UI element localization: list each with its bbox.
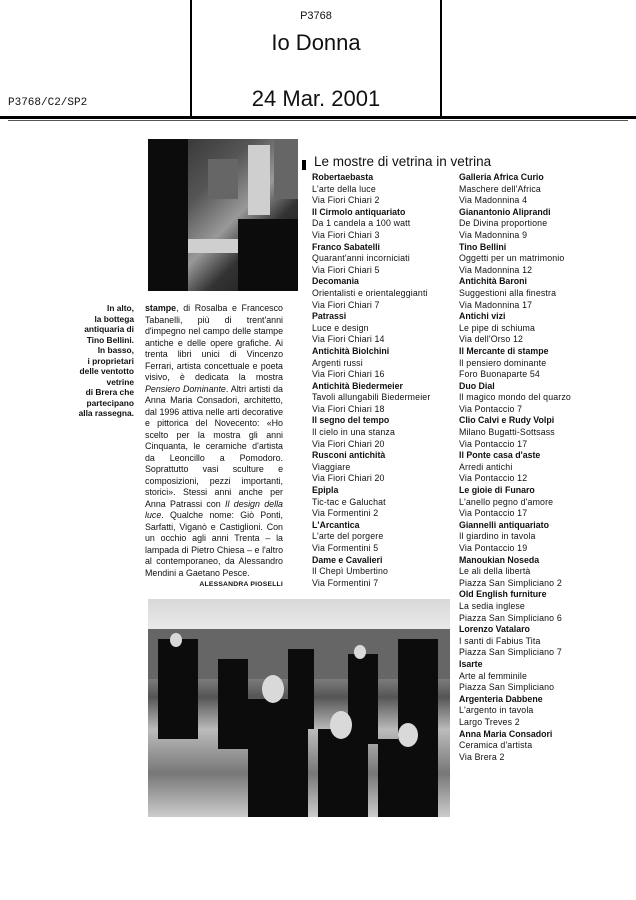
shop-entry: Tino Bellini Oggetti per un matrimonio Via Madonnina 12: [459, 241, 565, 275]
shop-list-column-1: [312, 172, 430, 589]
shop-entry: Il segno del tempo Il cielo in una stanza Via Fiori Chiari 20: [312, 415, 396, 449]
shop-entry: Antichità Biedermeier Tavoli allungabili Biedermeier Via Fiori Chiari 18: [312, 380, 431, 414]
shop-list-column-2: [459, 172, 571, 763]
shop-entry: Old English furniture La sedia inglese Piazza San Simpliciano 6: [459, 589, 562, 623]
shop-entry: Galleria Africa Curio Maschere dell'Africa Via Madonnina 4: [459, 172, 544, 206]
shop-entry: L'Arcantica L'arte del porgere Via Formentini 5: [312, 519, 384, 553]
article-text: stampe, di Rosalba e Francesco Tabanelli, più di trent'anni d'impegno nel campo delle stampe antiche e delle opere grafiche. Ai trenta libri unici di Vincenzo Ferrari, artista concettuale e poeta visivo, è dedicata la mostra Pensiero Dominante. Altri artisti da Anna Maria Consadori, architetto, dal 1996 attiva nelle arti decorative e pittorica del Novecento: «Ho scelto per la mostra gli anni Cinquanta, le ceramiche d'artista da Leoncillo a Pomodoro. Soprattutto vasi sculture e composizioni, pezzi importanti, storici». Stessi anni anche per Anna Patrassi con Il design della luce. Qualche nome: Giò Ponti, Sarfatti, Viganò e Castiglioni. Con un occhio agli anni Trenta – la lampada di Pietro Chiesa – e l'altro al contemporaneo, da Alessandro Mendini a Gaetano Pesce. ALESSANDRA PIOSELLI: [145, 303, 283, 591]
shop-entry: Decomania Orientalisti e orientaleggianti Via Fiori Chiari 7: [312, 276, 428, 310]
title-bullet-icon: [302, 160, 306, 170]
shop-entry: Giannelli antiquariato Il giardino in tavola Via Pontaccio 19: [459, 519, 549, 553]
shop-entry: Epipla Tic-tac e Galuchat Via Formentini 2: [312, 485, 386, 519]
shop-entry: Il Ponte casa d'aste Arredi antichi Via Pontaccio 12: [459, 450, 541, 484]
shop-owners-photo: [148, 599, 450, 817]
shop-entry: Antichità Baroni Suggestioni alla finestra Via Madonnina 17: [459, 276, 557, 310]
shop-entry: Antichità Biolchini Argenti russi Via Fiori Chiari 16: [312, 345, 390, 380]
shop-entry: Antichi vizi Le pipe di schiuma Via dell'Orso 12: [459, 311, 536, 345]
shop-entry: Duo Dial Il magico mondo del quarzo Via Pontaccio 7: [459, 380, 571, 414]
reference-code: P3768/C2/SP2: [8, 97, 88, 109]
shop-entry: Le gioie di Funaro L'anello pegno d'amore Via Pontaccio 17: [459, 485, 554, 519]
shop-entry: Patrassi Luce e design Via Fiori Chiari 14: [312, 311, 385, 345]
shop-entry: Manoukian Noseda Le ali della libertà Piazza San Simpliciano 2: [459, 554, 562, 588]
publication-date: 24 Mar. 2001: [251, 86, 381, 111]
header-rule-thin: [8, 120, 628, 121]
header-rule: [0, 116, 636, 119]
shop-entry: Franco Sabatelli Quarant'anni incorniciati Via Fiori Chiari 5: [312, 241, 410, 275]
list-title: Le mostre di vetrina in vetrina: [314, 154, 492, 169]
shop-entry: Rusconi antichità Viaggiare Via Fiori Chiari 20: [312, 450, 386, 484]
shop-entry: Dame e Cavalieri Il Chepì Umbertino Via Formentini 7: [312, 554, 389, 588]
shop-entry: Lorenzo Vatalaro I santi di Fabius Tita Piazza San Simpliciano 7: [459, 624, 562, 658]
header-code: P3768: [300, 10, 332, 22]
shop-entry: Il Cirmolo antiquariato Da 1 candela a 100 watt Via Fiori Chiari 3: [312, 206, 411, 240]
shop-entry: Isarte Arte al femminile Piazza San Simpliciano: [459, 658, 555, 693]
article-signature: ALESSANDRA PIOSELLI: [199, 581, 283, 588]
shop-entry: Gianantonio Aliprandi De Divina proportione Via Madonnina 9: [459, 206, 551, 240]
publication-name: Io Donna: [271, 30, 361, 55]
shop-entry: Argenteria Dabbene L'argento in tavola Largo Treves 2: [459, 693, 543, 727]
shop-entry: Il Mercante di stampe Il pensiero dominante Foro Buonaparte 54: [459, 345, 549, 380]
photo-caption: In alto, la bottega antiquaria di Tino Bellini. In basso, i proprietari delle ventotto vetrine di Brera che partecipano alla rassegna.: [78, 303, 134, 418]
shop-entry: Anna Maria Consadori Ceramica d'artista Via Brera 2: [459, 728, 553, 762]
antique-shop-photo: [148, 139, 298, 291]
shop-entry: Clio Calvi e Rudy Volpi Milano Bugatti-Sottsass Via Pontaccio 17: [459, 415, 555, 449]
shop-entry: Robertaebasta L'arte della luce Via Fiori Chiari 2: [312, 172, 380, 206]
